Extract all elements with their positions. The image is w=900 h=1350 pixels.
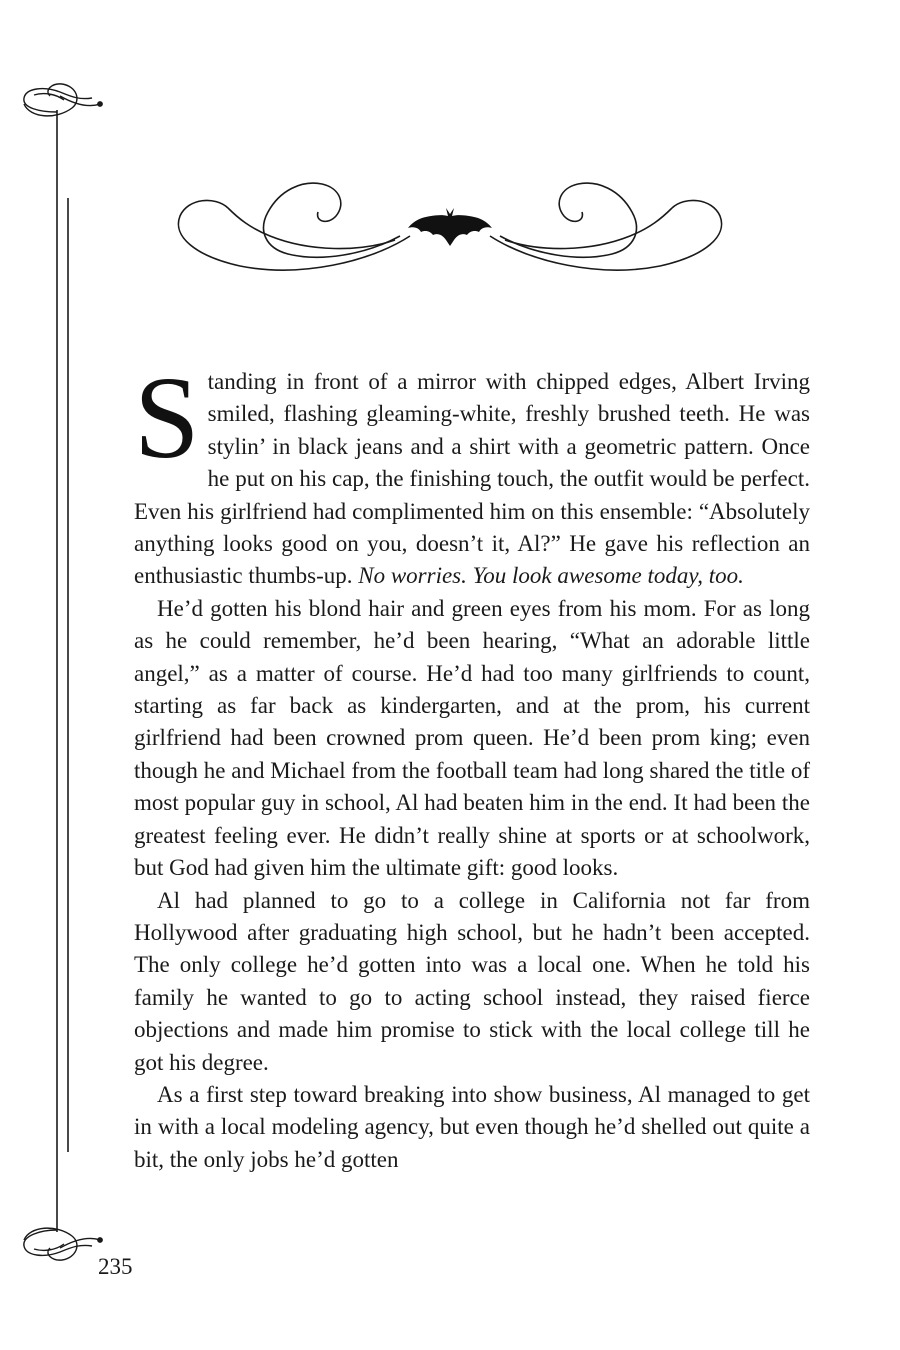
chapter-ornament xyxy=(178,183,721,270)
italic-thought: No worries. You look awesome today, too. xyxy=(358,563,744,589)
bottom-flourish-icon xyxy=(24,1228,102,1260)
paragraph-4: As a first step toward breaking into show business, Al managed to get in with a local modeling agency, but even though he’d shelled out quite a bit, the only jobs he’d gotten xyxy=(134,1081,810,1172)
paragraph-2: He’d gotten his blond hair and green eyes from his mom. For as long as he could remember, he’d been hearing, “What an adorable little angel,” as a matter of course. He’d had too many girlfriends to count, starting as far back as kindergarten, and at the prom, his current girlfriend had been crowned prom queen. He’d been prom king; even though he and Michael from the football team had long shared the title of most popular guy in school, Al had beaten him in the end. It had been the greatest feeling ever. He didn’t really shine at sports or at schoolwork, but God had given him the ultimate gift: good looks. xyxy=(134,595,810,881)
drop-cap: S xyxy=(134,352,200,483)
left-margin-frame xyxy=(24,84,102,1260)
right-swirl-icon xyxy=(490,183,722,270)
top-flourish-icon xyxy=(24,84,102,116)
paragraph-3: Al had planned to go to a college in California not far from Hollywood after graduating high school, but he hadn’t been accepted. The only college he’d gotten into was a local one. When he told his family he wanted to go to acting school instead, they raised fierce objections and made him promise to stick with the local college till he got his degree. xyxy=(134,887,810,1075)
page-number: 235 xyxy=(98,1254,133,1279)
paragraph-1 xyxy=(134,352,810,593)
story-text xyxy=(134,352,810,1176)
left-swirl-icon xyxy=(178,183,410,270)
paragraph-1-text: tanding in front of a mirror with chipped edges, Albert Irving smiled, flashing gleaming-white, freshly brushed teeth. He was stylin’ in black jeans and a shirt with a geometric pattern. Once he put on his cap, the finishing touch, the outfit would be perfect. Even his girlfriend had complimented him on this ensemble: “Absolutely anything looks good on you, doesn’t it, Al?” He gave his reflection an enthusiastic thumbs-up. xyxy=(134,369,810,589)
bat-icon xyxy=(408,208,492,246)
